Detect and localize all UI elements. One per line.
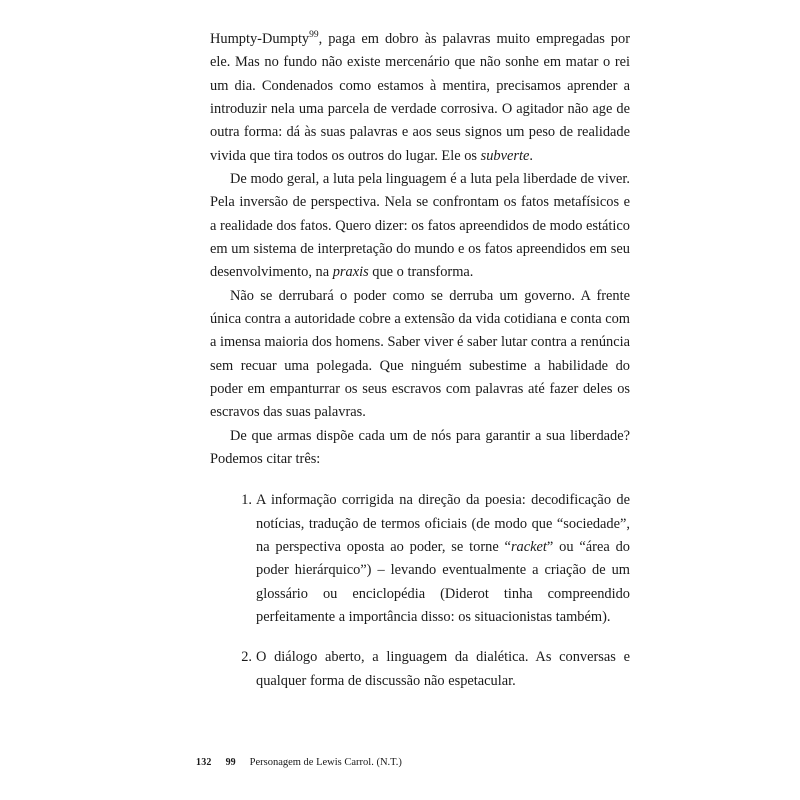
list-item-number: 2. — [241, 649, 252, 666]
italic-text: subverte — [480, 147, 530, 164]
list-item — [210, 489, 630, 629]
footnote-number: 99 — [225, 757, 236, 768]
list-spacer — [210, 629, 630, 646]
list-item-text: A informação corrigida na direção da poesia: decodificação de notícias, tradução de termos oficiais (de modo que “sociedade”, na perspectiva oposta ao poder, se torne “racket” ou “área do poder hierárquico”) – levando eventualmente a criação de um glossário ou enciclopédia (Diderot tinha compreendido perfeitamente a importância disso: os situacionistas também). — [256, 492, 630, 625]
list-item — [210, 646, 630, 693]
page-footer — [196, 757, 636, 768]
footnote-text: Personagem de Lewis Carrol. (N.T.) — [249, 757, 402, 768]
paragraph-1: Humpty-Dumpty$^{99}$, paga em dobro às palavras muito empregadas por ele. Mas no fundo não existe mercenário que não sonhe em matar o rei um dia. Condenados como estamos à mentira, precisamos aprender a introduzir nela uma parcela de verdade corrosiva. O agitador não age de outra forma: dá às suas palavras e aos seus signos um peso de realidade vivida que tira todos os outros do lugar. Ele os subverte. — [210, 30, 630, 164]
body-text-block — [210, 28, 630, 693]
paragraph-3: Não se derrubará o poder como se derruba um governo. A frente única contra a autoridade cobre a extensão da vida cotidiana e conta com a imensa maioria dos homens. Saber viver é saber lutar contra a renúncia sem recuar uma polegada. Que ninguém subestime a habilidade do poder em empanturrar os seus escravos com palavras até fazer deles os escravos das suas palavras. — [210, 287, 630, 421]
list-item-text: O diálogo aberto, a linguagem da dialética. As conversas e qualquer forma de discussão não espetacular. — [256, 649, 630, 689]
paragraph-2: De modo geral, a luta pela linguagem é a luta pela liberdade de viver. Pela inversão de perspectiva. Nela se confrontam os fatos metafísicos e a realidade dos fatos. Quero dizer: os fatos apreendidos de modo estático em um sistema de interpretação do mundo e os fatos apreendidos em seu desenvolvimento, na praxis que o transforma. — [210, 170, 630, 281]
spacer — [210, 471, 630, 489]
numbered-list — [210, 489, 630, 693]
list-item-number: 1. — [241, 492, 252, 509]
paragraph-4: De que armas dispõe cada um de nós para garantir a sua liberdade? Podemos citar três: — [210, 427, 630, 467]
page-number: 132 — [196, 757, 212, 768]
italic-text: racket — [510, 538, 547, 555]
italic-text: praxis — [332, 264, 369, 281]
footnote-reference: 99 — [309, 30, 319, 41]
